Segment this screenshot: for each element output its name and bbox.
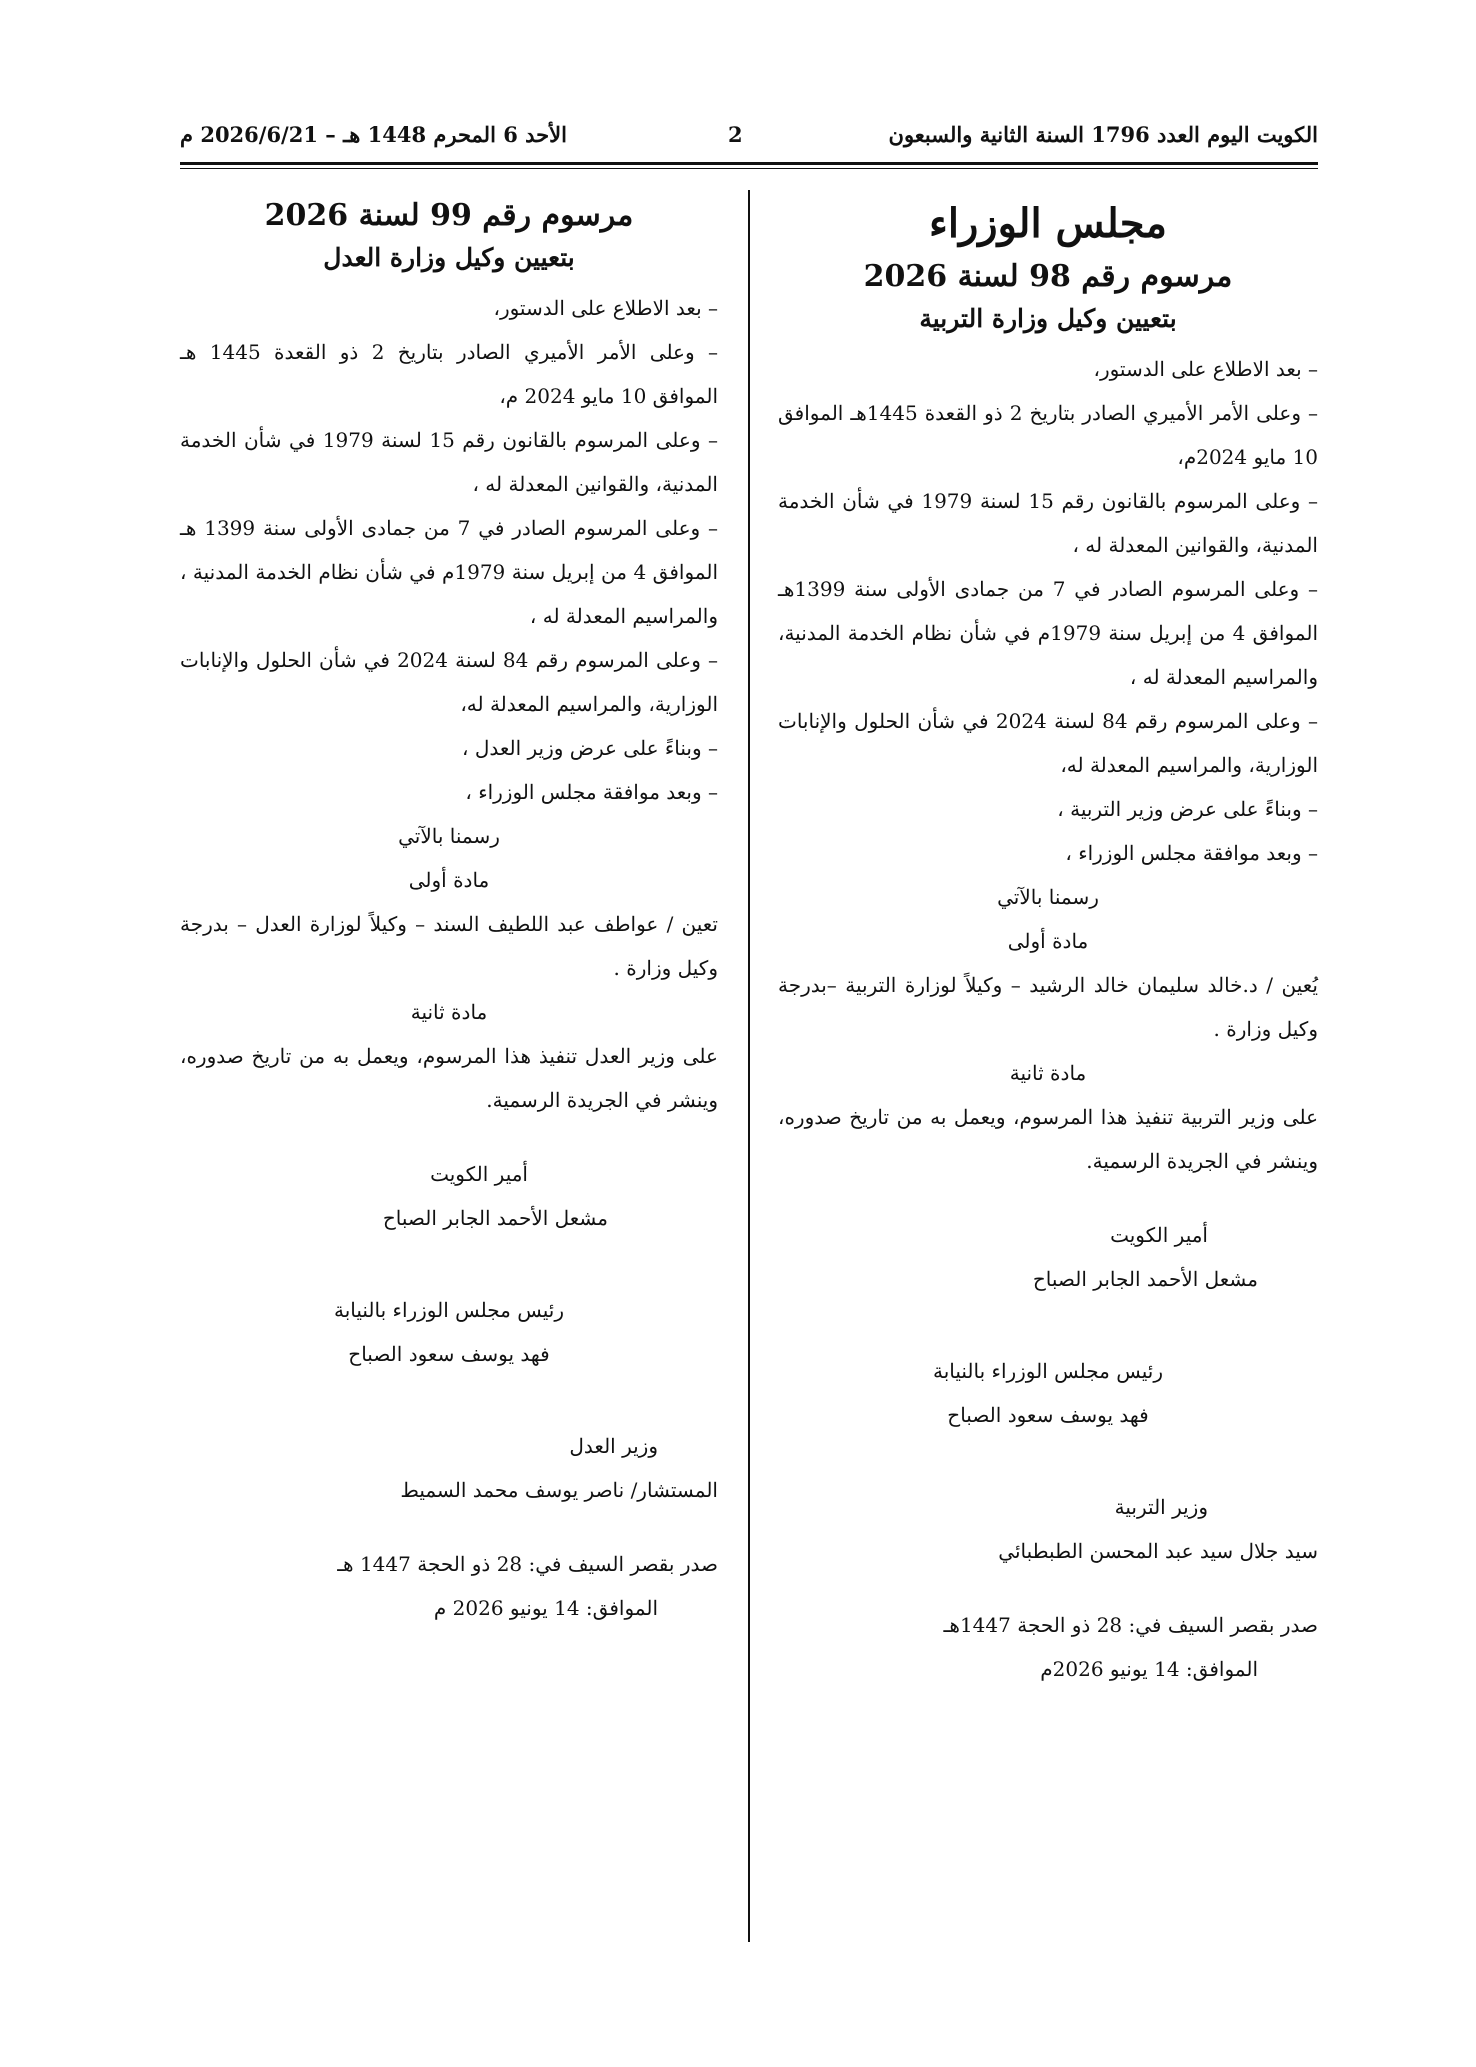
decree-99-article-2-text: على وزير العدل تنفيذ هذا المرسوم، ويعمل به من تاريخ صدوره، وينشر في الجريدة الرسمية.	[180, 1044, 718, 1112]
decree-98-preamble-3: – وعلى المرسوم بالقانون رقم 15 لسنة 1979 في شأن الخدمة المدنية، والقوانين المعدلة له ،	[778, 489, 1318, 557]
decree-99-preamble-3: – وعلى المرسوم بالقانون رقم 15 لسنة 1979 في شأن الخدمة المدنية، والقوانين المعدلة له ،	[180, 428, 718, 496]
decree-99-preamble-4: – وعلى المرسوم الصادر في 7 من جمادى الأولى سنة 1399 هـ الموافق 4 من إبريل سنة 1979م في شأن نظام الخدمة المدنية ، والمراسيم المعدلة له ،	[180, 516, 719, 628]
decree-99-minister-name: المستشار/ ناصر يوسف محمد السميط	[400, 1478, 718, 1502]
decree-98-pm-name: فهد يوسف سعود الصباح	[947, 1403, 1149, 1427]
decree-99-pm-title: رئيس مجلس الوزراء بالنيابة	[333, 1298, 565, 1322]
decree-99-title: مرسوم رقم 99 لسنة 2026	[264, 198, 634, 233]
header-rule-thick	[180, 162, 1318, 165]
decree-99-column	[180, 190, 718, 1630]
decree-98-corresponding-date: الموافق: 14 يونيو 2026م	[1040, 1657, 1258, 1681]
decree-98-column	[778, 190, 1318, 1691]
decree-98-preamble-2: – وعلى الأمر الأميري الصادر بتاريخ 2 ذو القعدة 1445هـ الموافق 10 مايو 2024م،	[778, 401, 1318, 469]
decree-98-preamble-5: – وعلى المرسوم رقم 84 لسنة 2024 في شأن الحلول والإنابات الوزارية، والمراسيم المعدلة له،	[778, 709, 1318, 777]
decree-98-article-1-text: يُعين / د.خالد سليمان خالد الرشيد – وكيلاً لوزارة التربية –بدرجة وكيل وزارة .	[778, 973, 1318, 1041]
decree-99-decree-heading: رسمنا بالآتي	[398, 824, 500, 848]
decree-99-emir-title: أمير الكويت	[430, 1162, 528, 1186]
column-divider	[748, 190, 750, 1942]
section-title: مجلس الوزراء	[929, 200, 1167, 247]
decree-98-preamble-4: – وعلى المرسوم الصادر في 7 من جمادى الأولى سنة 1399هـ الموافق 4 من إبريل سنة 1979م في شأن نظام الخدمة المدنية، والمراسيم المعدلة له ،	[778, 577, 1318, 689]
decree-98-preamble-7: – وبعد موافقة مجلس الوزراء ،	[1065, 841, 1318, 865]
decree-98-emir-title: أمير الكويت	[1110, 1223, 1208, 1247]
header-rule-thin	[180, 168, 1318, 169]
decree-99-article-2-heading: مادة ثانية	[410, 1000, 488, 1024]
decree-98-decree-heading: رسمنا بالآتي	[997, 885, 1099, 909]
decree-98-minister-name: سيد جلال سيد عبد المحسن الطبطبائي	[998, 1539, 1318, 1563]
decree-99-preamble-2: – وعلى الأمر الأميري الصادر بتاريخ 2 ذو القعدة 1445 هـ الموافق 10 مايو 2024 م،	[180, 340, 719, 408]
decree-99-preamble-5: – وعلى المرسوم رقم 84 لسنة 2024 في شأن الحلول والإنابات الوزارية، والمراسيم المعدلة له،	[180, 648, 718, 716]
decree-98-title: مرسوم رقم 98 لسنة 2026	[863, 259, 1233, 294]
decree-99-emir-name: مشعل الأحمد الجابر الصباح	[382, 1206, 608, 1230]
decree-99-minister-title: وزير العدل	[569, 1434, 658, 1458]
decree-98-issued-at: صدر بقصر السيف في: 28 ذو الحجة 1447هـ	[943, 1613, 1318, 1637]
header-date: الأحد 6 المحرم 1448 هـ – 2026/6/21 م	[180, 122, 567, 147]
decree-99-preamble-7: – وبعد موافقة مجلس الوزراء ،	[465, 780, 718, 804]
decree-99-subtitle: بتعيين وكيل وزارة العدل	[323, 243, 575, 272]
decree-98-emir-name: مشعل الأحمد الجابر الصباح	[1032, 1267, 1258, 1291]
decree-98-preamble-1: – بعد الاطلاع على الدستور،	[1093, 357, 1318, 381]
decree-99-pm-name: فهد يوسف سعود الصباح	[348, 1342, 550, 1366]
page-header	[180, 110, 1318, 162]
decree-98-subtitle: بتعيين وكيل وزارة التربية	[919, 304, 1177, 333]
decree-98-preamble-6: – وبناءً على عرض وزير التربية ،	[1057, 797, 1318, 821]
decree-98-minister-title: وزير التربية	[1114, 1495, 1208, 1519]
decree-99-preamble-1: – بعد الاطلاع على الدستور،	[493, 296, 718, 320]
decree-98-pm-title: رئيس مجلس الوزراء بالنيابة	[932, 1359, 1164, 1383]
header-gazette-issue: الكويت اليوم العدد 1796 السنة الثانية والسبعون	[888, 122, 1318, 147]
decree-99-article-1-heading: مادة أولى	[408, 868, 490, 892]
decree-99-preamble-6: – وبناءً على عرض وزير العدل ،	[462, 736, 718, 760]
decree-99-article-1-text: تعين / عواطف عبد اللطيف السند – وكيلاً لوزارة العدل – بدرجة وكيل وزارة .	[180, 912, 718, 980]
decree-98-article-1-heading: مادة أولى	[1007, 929, 1089, 953]
decree-99-issued-at: صدر بقصر السيف في: 28 ذو الحجة 1447 هـ	[337, 1552, 718, 1576]
decree-98-article-2-heading: مادة ثانية	[1009, 1061, 1087, 1085]
decree-98-article-2-text: على وزير التربية تنفيذ هذا المرسوم، ويعمل به من تاريخ صدوره، وينشر في الجريدة الرسمية.	[778, 1105, 1318, 1173]
decree-99-corresponding-date: الموافق: 14 يونيو 2026 م	[433, 1596, 658, 1620]
header-page-number: 2	[728, 122, 743, 147]
